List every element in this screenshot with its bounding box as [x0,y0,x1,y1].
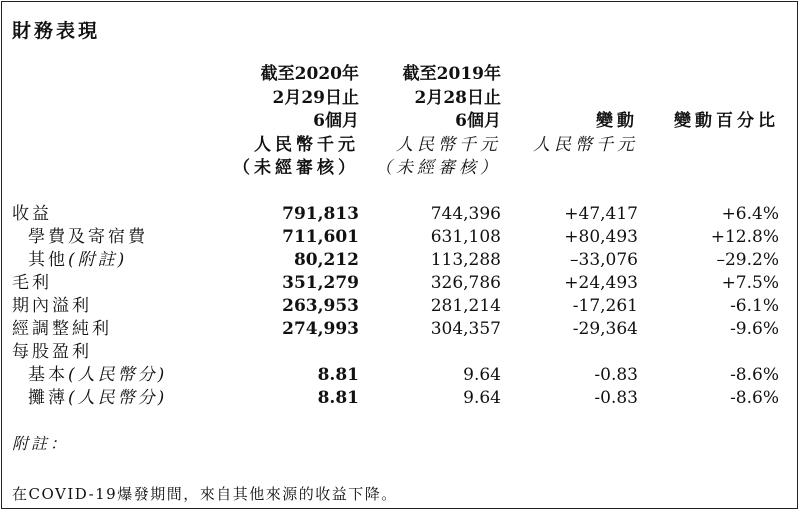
row-label: 毛利 [12,273,52,293]
row-label: 基本(人民幣分) [28,365,168,385]
header-line: 2月29日止 [272,87,359,108]
header-change [533,110,638,157]
cell-prior: 744,396 [430,204,501,224]
cell-prior: 281,214 [430,296,501,316]
header-line: 變動百分比 [674,111,779,131]
cell-current: 791,813 [282,204,359,224]
header-line: 6個月 [455,111,501,131]
header-line: 截至2019年 [402,64,501,84]
cell-current: 263,953 [282,296,359,316]
cell-change-percent: -8.6% [730,388,779,408]
header-current-period [233,63,359,181]
header-line: 人民幣千元 [254,134,359,155]
cell-current: 351,279 [282,273,359,293]
row-label: 每股盈利 [12,342,92,362]
cell-change: -17,261 [572,296,638,316]
note-text: 在COVID-19爆發期間，來自其他來源的收益下降。 [12,485,398,503]
row-label: 攤薄(人民幣分) [28,388,168,408]
section-title: 財務表現 [12,20,101,42]
cell-current: 80,212 [293,250,359,270]
cell-current: 8.81 [317,388,359,408]
cell-change: +80,493 [564,227,638,247]
row-label: 其他(附註) [28,250,128,270]
cell-current: 274,993 [282,319,359,339]
table-row [0,318,800,341]
row-label: 期內溢利 [12,296,92,316]
cell-prior: 304,357 [430,319,501,339]
note-heading: 附註： [12,434,70,453]
header-line: 變動 [596,111,638,131]
cell-change: –33,076 [570,250,638,270]
row-label: 學費及寄宿費 [28,227,148,247]
row-label: 收益 [12,204,52,224]
header-line: （未經審核） [233,158,359,178]
cell-change: -29,364 [572,319,638,339]
header-line: 人民幣千元 [396,134,501,155]
table-row [0,364,800,387]
table-row [0,341,800,364]
header-line: （未經審核） [375,158,501,178]
table-row [0,295,800,318]
table-row [0,226,800,249]
cell-current: 711,601 [282,227,359,247]
header-line: 人民幣千元 [533,134,638,155]
cell-change: -0.83 [594,365,638,385]
cell-prior: 326,786 [430,273,501,293]
header-line: 2月28日止 [414,87,501,108]
cell-change-percent: +6.4% [721,204,779,224]
cell-prior: 631,108 [430,227,501,247]
row-label: 經調整純利 [12,319,112,339]
cell-change: -0.83 [594,388,638,408]
cell-change-percent: -6.1% [730,296,779,316]
cell-change-percent: +12.8% [710,227,779,247]
cell-change-percent: -8.6% [730,365,779,385]
cell-current: 8.81 [317,365,359,385]
cell-prior: 113,288 [430,250,501,270]
cell-change-percent: +7.5% [721,273,779,293]
cell-prior: 9.64 [463,365,501,385]
header-line: 截至2020年 [260,64,359,84]
header-change-percent [674,110,779,134]
cell-change: +47,417 [564,204,638,224]
header-prior-period [375,63,501,181]
table-row [0,249,800,272]
header-line: 6個月 [313,111,359,131]
table-row [0,203,800,226]
cell-change-percent: –29.2% [716,250,779,270]
cell-prior: 9.64 [463,388,501,408]
cell-change-percent: -9.6% [730,319,779,339]
table-row [0,272,800,295]
table-row [0,387,800,410]
cell-change: +24,493 [564,273,638,293]
